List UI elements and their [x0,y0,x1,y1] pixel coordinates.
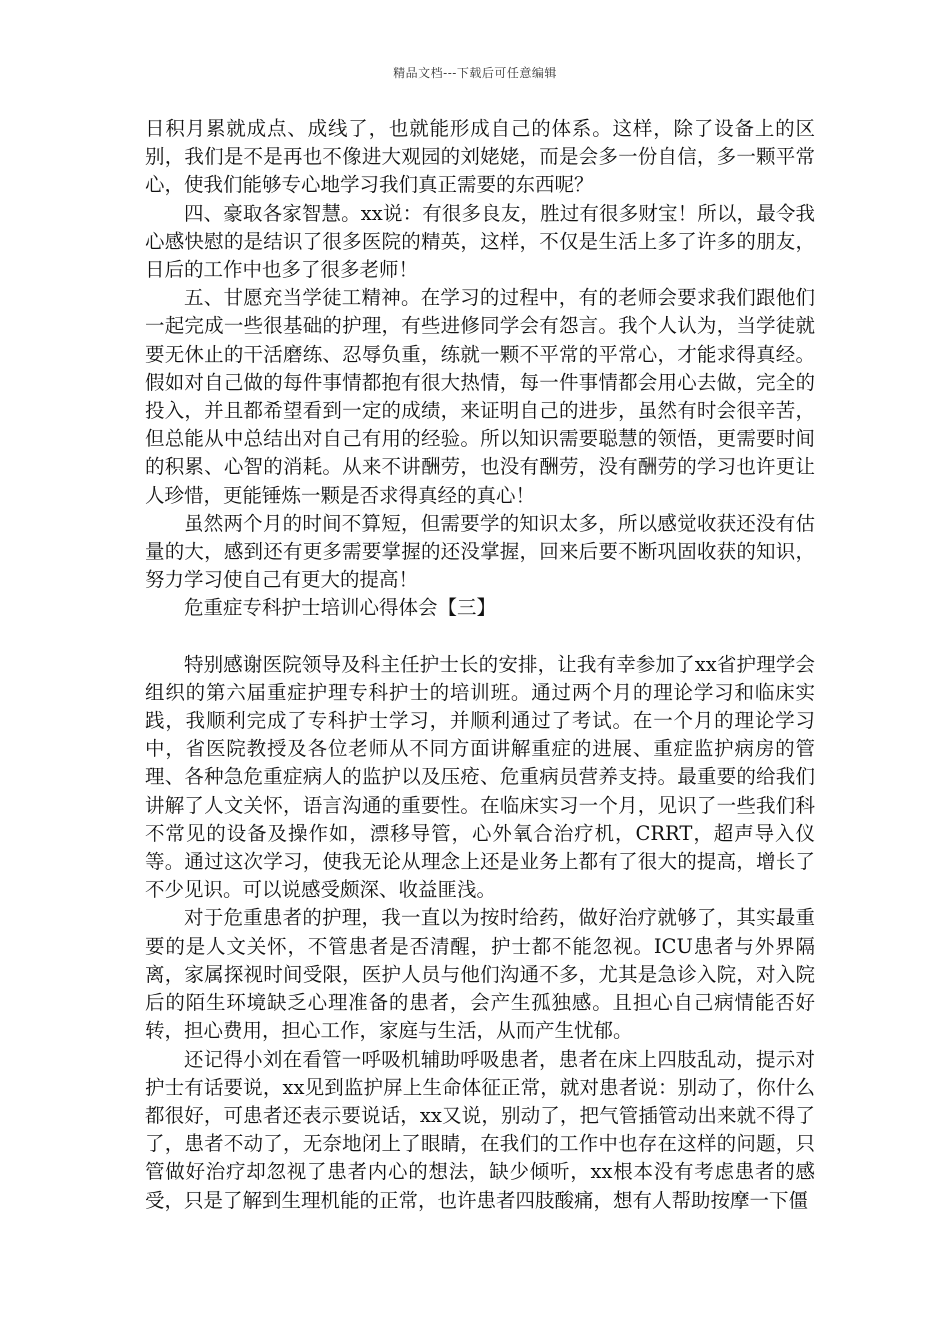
paragraph: 日积月累就成点、成线了，也就能形成自己的体系。这样，除了设备上的区别，我们是不是再也不像进大观园的刘姥姥，而是会多一份自信，多一颗平常心，使我们能够专心地学习我们真正需要的东西呢？ [145,117,815,197]
paragraph: 四、豪取各家智慧。xx说：有很多良友，胜过有很多财宝！所以，最令我心感快慰的是结识了很多医院的精英，这样，不仅是生活上多了许多的朋友，日后的工作中也多了很多老师！ [145,201,815,282]
section-title: 危重症专科护士培训心得体会【三】 [184,596,497,620]
paragraph: 五、甘愿充当学徒工精神。在学习的过程中，有的老师会要求我们跟他们一起完成一些很基础的护理，有些进修同学会有怨言。我个人认为，当学徒就要无休止的干活磨练、忍辱负重，练就一颗不平常的平常心，才能求得真经。假如对自己做的每件事情都抱有很大热情，每一件事情都会用心去做，完全的投入，并且都希望看到一定的成绩，来证明自己的进步，虽然有时会很辛苦，但总能从中总结出对自己有用的经验。所以知识需要聪慧的领悟，更需要时间的积累、心智的消耗。从来不讲酬劳，也没有酬劳，没有酬劳的学习也许更让人珍惜，更能锤炼一颗是否求得真经的真心！ [145,286,815,507]
paragraph: 特别感谢医院领导及科主任护士长的安排，让我有幸参加了xx省护理学会组织的第六届重症护理专科护士的培训班。通过两个月的理论学习和临床实践，我顺利完成了专科护士学习，并顺利通过了考试。在一个月的理论学习中，省医院教授及各位老师从不同方面讲解重症的进展、重症监护病房的管理、各种急危重症病人的监护以及压疮、危重病员营养支持。最重要的给我们讲解了人文关怀，语言沟通的重要性。在临床实习一个月，见识了一些我们科不常见的设备及操作如，漂移导管，心外氧合治疗机，CRRT，超声导入仪等。通过这次学习，使我无论从理念上还是业务上都有了很大的提高，增长了不少见识。可以说感受颇深、收益匪浅。 [145,652,815,902]
page-header: 精品文档---下载后可任意编辑 [393,66,557,80]
paragraph: 还记得小刘在看管一呼吸机辅助呼吸患者，患者在床上四肢乱动，提示对护士有话要说，xx见到监护屏上生命体征正常，就对患者说：别动了，你什么都很好，可患者还表示要说话，xx又说，别动了，把气管插管动出来就不得了了，患者不动了，无奈地闭上了眼睛，在我们的工作中也存在这样的问题，只管做好治疗却忽视了患者内心的想法，缺少倾听，xx根本没有考虑患者的感受，只是了解到生理机能的正常，也许患者四肢酸痛，想有人帮助按摩一下僵 [145,1047,815,1212]
paragraph: 虽然两个月的时间不算短，但需要学的知识太多，所以感觉收获还没有估量的大，感到还有更多需要掌握的还没掌握，回来后要不断巩固收获的知识，努力学习使自己有更大的提高！ [145,511,815,592]
document-body [145,115,815,1215]
blank-line [145,623,815,651]
paragraph: 对于危重患者的护理，我一直以为按时给药，做好治疗就够了，其实最重要的是人文关怀，不管患者是否清醒，护士都不能忽视。ICU患者与外界隔离，家属探视时间受限，医护人员与他们沟通不多，尤其是急诊入院，对入院后的陌生环境缺乏心理准备的患者，会产生孤独感。且担心自己病情能否好转，担心费用，担心工作，家庭与生活，从而产生忧郁。 [145,906,815,1043]
